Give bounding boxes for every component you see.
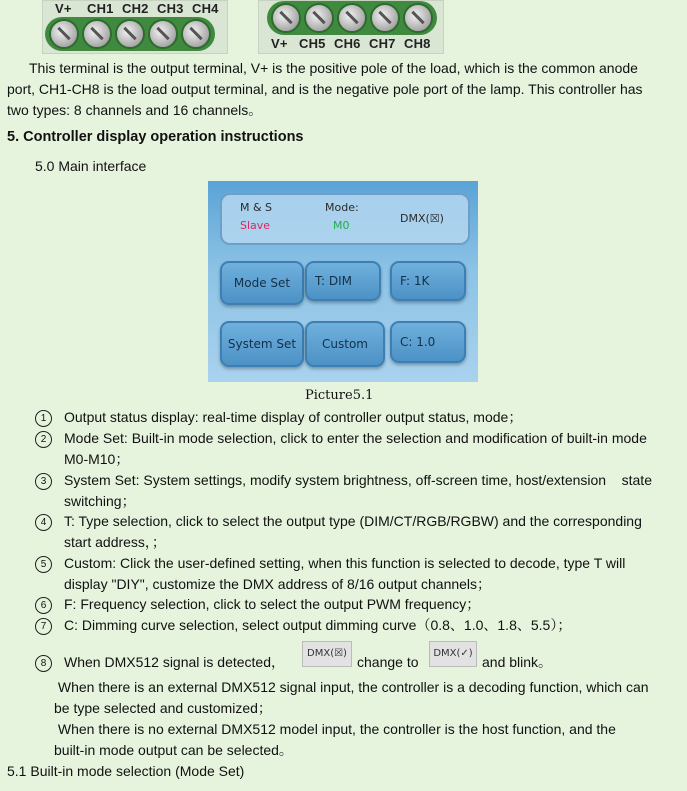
screw-icon [115, 19, 145, 49]
mode-label: Mode: [325, 201, 359, 214]
screw-icon [403, 3, 433, 33]
screw-icon [82, 19, 112, 49]
type-button[interactable] [305, 261, 381, 301]
ms-label: M & S [240, 201, 273, 214]
item-number-6: 6 [35, 597, 52, 614]
frequency-button[interactable] [390, 261, 466, 301]
item-number-2: 2 [35, 431, 52, 448]
custom-label: Custom [322, 337, 368, 351]
screw-icon [148, 19, 178, 49]
terminal-label-vplus: V+ [55, 1, 72, 16]
frequency-label: F: 1K [400, 274, 430, 288]
terminal-block [45, 17, 215, 51]
terminal-label-ch5: CH5 [299, 36, 326, 51]
item-4-line-2: start address，； [64, 534, 166, 550]
terminal-label-vplus: V+ [271, 36, 288, 51]
section-5-0-title: 5.0 Main interface [35, 158, 147, 174]
intro-line-1: This terminal is the output terminal, V+ is the positive pole of the load, which is the common anode [29, 60, 638, 76]
dmx-status-indicator: DMX(☒) [400, 212, 444, 225]
dmx-disconnected-icon: DMX(☒) [302, 641, 352, 667]
mode-set-label: Mode Set [233, 276, 291, 290]
system-set-button[interactable] [220, 321, 304, 367]
terminal-label-ch6: CH6 [334, 36, 361, 51]
intro-line-3: two types: 8 channels and 16 channels。 [7, 102, 263, 118]
terminal-image-ch1-ch4 [42, 0, 228, 54]
note-no-external-line-2: built-in mode output can be selected。 [54, 742, 293, 758]
terminal-label-ch4: CH4 [192, 1, 219, 16]
terminal-image-ch5-ch8 [258, 0, 444, 54]
item-3-line-2: switching； [64, 493, 136, 509]
curve-label: C: 1.0 [400, 335, 436, 349]
figure-caption: Picture5.1 [305, 388, 374, 403]
terminal-label-ch1: CH1 [87, 1, 114, 16]
item-2-line-1: Mode Set: Built-in mode selection, click to enter the selection and modification of built-in mode [64, 430, 647, 446]
item-5-line-2: display "DIY", customize the DMX address of 8/16 output channels； [64, 576, 492, 592]
intro-line-2: port, CH1-CH8 is the load output terminal, and is the negative pole port of the lamp. This controller has [7, 81, 643, 97]
screw-icon [271, 3, 301, 33]
note-external-line-1: When there is an external DMX512 signal input, the controller is a decoding function, which can [54, 679, 649, 695]
item-2-line-2: M0-M10； [64, 451, 130, 467]
screw-icon [337, 3, 367, 33]
item-number-7: 7 [35, 618, 52, 635]
status-panel [220, 193, 470, 245]
item-number-3: 3 [35, 473, 52, 490]
item-7-line-1: C: Dimming curve selection, select output dimming curve（0.8、1.0、1.8、5.5）； [64, 617, 572, 633]
ms-value: Slave [240, 219, 271, 232]
controller-screen-figure [208, 181, 478, 382]
item-5-line-1: Custom: Click the user-defined setting, when this function is selected to decode, type T will [64, 555, 626, 571]
terminal-label-ch7: CH7 [369, 36, 396, 51]
item-4-line-1: T: Type selection, click to select the output type (DIM/CT/RGB/RGBW) and the corresponding [64, 513, 642, 529]
item-number-4: 4 [35, 514, 52, 531]
type-label: T: DIM [315, 274, 353, 288]
screw-icon [49, 19, 79, 49]
screw-icon [181, 19, 211, 49]
dmx-connected-icon: DMX(✓) [429, 641, 477, 667]
item-number-8: 8 [35, 655, 52, 672]
item-1-line-1: Output status display: real-time display of controller output status, mode； [64, 409, 523, 425]
terminal-label-ch2: CH2 [122, 1, 149, 16]
section-5-title: 5. Controller display operation instructions [7, 129, 304, 145]
screw-icon [370, 3, 400, 33]
mode-set-button[interactable] [220, 261, 304, 305]
item-8-text-mid: change to [357, 654, 419, 670]
terminal-block [267, 1, 437, 35]
note-no-external-line-1: When there is no external DMX512 model input, the controller is the host function, and the [54, 721, 616, 737]
item-3-line-1: System Set: System settings, modify system brightness, off-screen time, host/extension state [64, 472, 652, 488]
terminal-label-ch8: CH8 [404, 36, 431, 51]
item-6-line-1: F: Frequency selection, click to select the output PWM frequency； [64, 596, 481, 612]
mode-value: M0 [333, 219, 350, 232]
item-number-5: 5 [35, 556, 52, 573]
system-set-label: System Set [227, 337, 297, 351]
section-5-1-title: 5.1 Built-in mode selection (Mode Set) [7, 763, 245, 779]
curve-button[interactable] [390, 321, 466, 363]
terminal-label-ch3: CH3 [157, 1, 184, 16]
item-number-1: 1 [35, 410, 52, 427]
item-8-text-post: and blink。 [482, 654, 553, 670]
custom-button[interactable] [305, 321, 385, 367]
item-8-text-pre: When DMX512 signal is detected， [64, 654, 285, 670]
note-external-line-2: be type selected and customized； [54, 700, 272, 716]
screw-icon [304, 3, 334, 33]
